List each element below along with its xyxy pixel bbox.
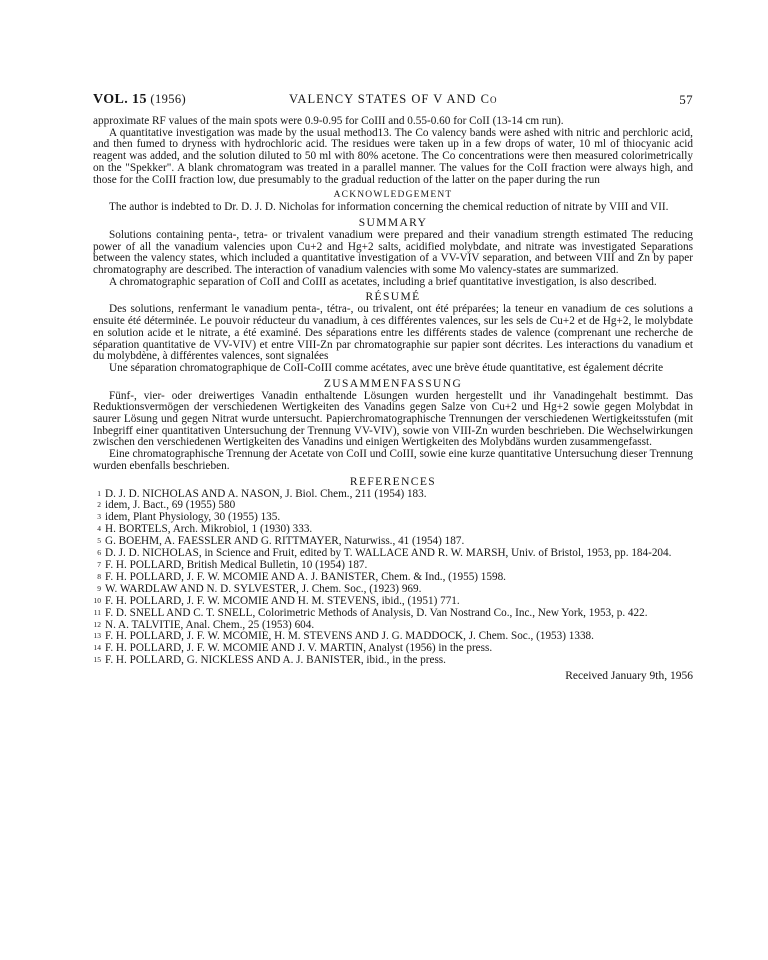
intro-paragraph-2: A quantitative investigation was made by the usual method13. The Co valency bands were ashed with nitric and perchloric acid, and then fumed to dryness with hydrochloric acid. The residues were taken up in a few drops of water, 10 ml of thiocyanic acid reagent was added, and the solution diluted to 50 ml with 80% acetone. The Co concentrations were then measured colorimetrically on the "Spekker". A blank chromatogram was treated in a parallel manner. The values for the CoII fraction were always high, and those for the CoIII fraction low, due presumably to the gradual reduction of the latter on the paper during the run	[93, 126, 693, 186]
reference-number: 15	[93, 655, 101, 665]
summary-heading: SUMMARY	[358, 216, 428, 229]
reference-number: 10	[93, 595, 101, 605]
references-heading: REFERENCES	[349, 475, 437, 488]
reference-text: F. D. SNELL AND C. T. SNELL, Colorimetric Methods of Analysis, D. Van Nostrand Co., Inc., New York, 1953, p. 422.	[105, 606, 648, 619]
reference-number: 14	[93, 643, 101, 653]
reference-number: 12	[93, 619, 101, 629]
reference-number: 8	[97, 571, 101, 581]
volume-number: VOL. 15	[93, 92, 147, 107]
reference-text: W. WARDLAW AND N. D. SYLVESTER, J. Chem. Soc., (1923) 969.	[105, 582, 422, 595]
running-title: VALENCY STATES OF V AND Co	[289, 92, 498, 106]
reference-text: idem, Plant Physiology, 30 (1955) 135.	[105, 511, 281, 524]
zusammenfassung-heading: ZUSAMMENFASSUNG	[323, 377, 463, 390]
reference-number: 9	[97, 583, 101, 593]
reference-text: D. J. D. NICHOLAS, in Science and Fruit, edited by T. WALLACE AND R. W. MARSH, Univ. of Bristol, 1953, pp. 184-204.	[105, 547, 672, 560]
reference-text: idem, J. Bact., 69 (1955) 580	[105, 499, 236, 512]
reference-text: F. H. POLLARD, J. F. W. MCOMIE AND A. J. BANISTER, Chem. & Ind., (1955) 1598.	[105, 570, 506, 583]
reference-number: 5	[97, 536, 101, 546]
reference-number: 3	[97, 512, 101, 522]
running-header	[93, 92, 693, 116]
resume-paragraph-2: Une séparation chromatographique de CoII-CoIII comme acétates, avec une brève étude quantitative, est également décrite	[109, 361, 664, 374]
acknowledgement-heading: ACKNOWLEDGEMENT	[333, 190, 453, 201]
reference-number: 4	[97, 524, 101, 534]
acknowledgement-text: The author is indebted to Dr. D. J. D. Nicholas for information concerning the chemical reduction of nitrate by VIII and VII.	[109, 201, 669, 214]
reference-text: G. BOEHM, A. FAESSLER AND G. RITTMAYER, Naturwiss., 41 (1954) 187.	[105, 535, 465, 548]
zusammenfassung-paragraph-1: Fünf-, vier- oder dreiwertiges Vanadin enthaltende Lösungen wurden hergestellt und ihr Vanadingehalt bestimmt. Das Reduktionsvermögen der verschiedenen Wertigkeiten des Vanadins gegen Salze von Cu+2 und Hg+2 sowie gegen Molybdat in saurer Lösung und gegen Nitrat wurde untersucht. Papierchromatographische Trennungen der verschiedenen Wertigkeitsstufen (mit Inbegriff einer quantitativen Untersuchung der Trennung VV-VIV), sowie von VIII-Zn wurden beschrieben. Die Wechselwirkungen zwischen den verschiedenen Wertigkeiten des Vanadins und einigen Wertigkeiten des Molybdäns wurden zusammengefasst.	[93, 389, 693, 449]
reference-text: F. H. POLLARD, J. F. W. MCOMIE AND H. M. STEVENS, ibid., (1951) 771.	[105, 594, 460, 607]
paper-page	[93, 92, 693, 682]
reference-item	[93, 655, 693, 667]
reference-number: 2	[97, 500, 101, 510]
summary-paragraph-2: A chromatographic separation of CoII and CoIII as acetates, including a brief quantitative investigation, is also described.	[109, 275, 657, 288]
reference-text: H. BORTELS, Arch. Mikrobiol, 1 (1930) 333.	[105, 523, 313, 536]
intro-paragraph-1: approximate RF values of the main spots were 0.9-0.95 for CoIII and 0.55-0.60 for CoII (13-14 cm run).	[93, 115, 564, 127]
page-number: 57	[679, 92, 693, 107]
reference-text: F. H. POLLARD, J. F. W. MCOMIE, H. M. STEVENS AND J. G. MADDOCK, J. Chem. Soc., (1953) 1338.	[105, 630, 594, 643]
reference-text: F. H. POLLARD, J. F. W. MCOMIE AND J. V. MARTIN, Analyst (1956) in the press.	[105, 642, 493, 655]
reference-text: N. A. TALVITIE, Anal. Chem., 25 (1953) 604.	[105, 618, 315, 631]
volume-label	[93, 92, 186, 108]
reference-text: F. H. POLLARD, G. NICKLESS AND A. J. BANISTER, ibid., in the press.	[105, 654, 446, 667]
summary-paragraph-1: Solutions containing penta-, tetra- or trivalent vanadium were prepared and their vanadium strength estimated The reducing power of all the vanadium valencies upon Cu+2 and Hg+2 salts, acidified molybdate, and nitrate was investigated Separations between the valency states, which included a quantitative investigation of a VV-VIV separation, and between VIII and Zn by paper chromatography are described. The interaction of vanadium valencies with some Mo valency-states are summarized.	[93, 228, 693, 277]
reference-number: 11	[93, 607, 101, 617]
volume-year: (1956)	[150, 92, 187, 106]
reference-text: F. H. POLLARD, British Medical Bulletin, 10 (1954) 187.	[105, 559, 368, 572]
reference-number: 6	[97, 548, 101, 558]
reference-number: 1	[97, 488, 101, 498]
zusammenfassung-paragraph-2: Eine chromatographische Trennung der Acetate von CoII und CoIII, sowie eine kurze quantitative Untersuchung dieser Trennung wurden ebenfalls beschrieben.	[93, 448, 693, 472]
reference-number: 7	[97, 560, 101, 570]
received-date: Received January 9th, 1956	[565, 670, 693, 683]
resume-heading: RÉSUMÉ	[365, 291, 421, 304]
reference-text: D. J. D. NICHOLAS AND A. NASON, J. Biol. Chem., 211 (1954) 183.	[105, 487, 427, 500]
reference-list	[93, 489, 693, 668]
resume-paragraph-1: Des solutions, renfermant le vanadium penta-, tétra-, ou trivalent, ont été préparées; la teneur en vanadium de ces solutions a ensuite été déterminée. Le pouvoir réducteur du vanadium, à ces différentes valences, sur les sels de Cu+2 et de Hg+2, le molybdate en solution acide et le nitrate, a été examiné. Des séparations entre les différents stades de valence (comprenant une recherche de séparation quantitative de VV-VIV) et entre VIII-Zn par chromatographie sur papier sont décrites. Les interactions du vanadium et du molybdène, à différentes valences, sont signalées	[93, 303, 693, 363]
reference-number: 13	[93, 631, 101, 641]
